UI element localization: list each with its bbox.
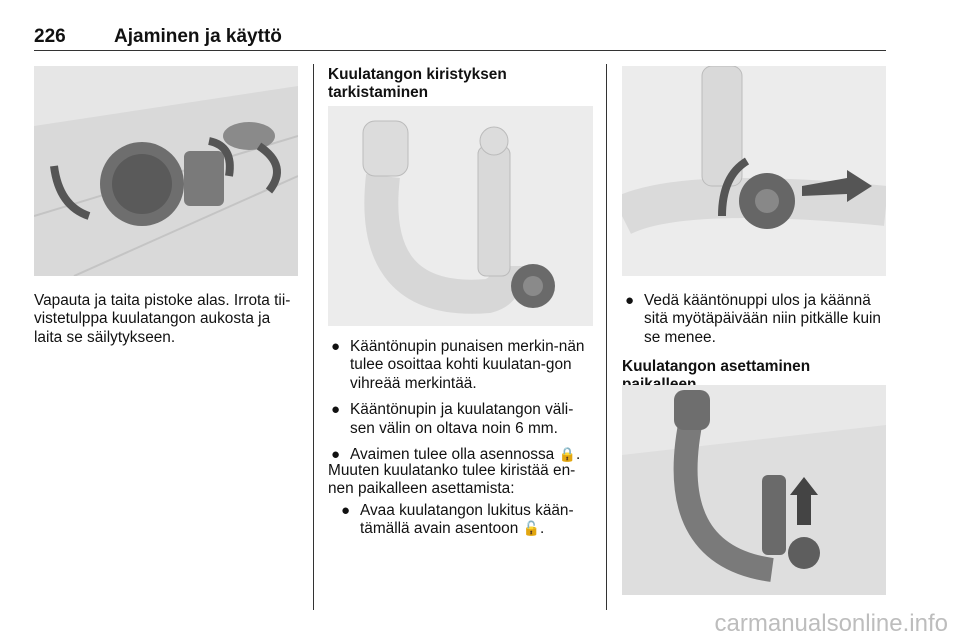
sub-bullet-list-col2 bbox=[338, 502, 596, 547]
header-divider bbox=[34, 50, 886, 51]
column-divider-1 bbox=[313, 64, 314, 610]
bullet-list-col2 bbox=[328, 338, 598, 472]
chapter-title: Ajaminen ja käyttö bbox=[114, 26, 282, 47]
paragraph-col2: Muuten kuulatanko tulee kiristää en-nen paikalleen asettamista: bbox=[328, 462, 576, 498]
page-header bbox=[34, 26, 886, 52]
illustration-towbar-knob bbox=[328, 106, 593, 326]
list-item: ● Kääntönupin punaisen merkin-nän tulee osoittaa kohti kuulatan-gon vihreää merkintää. bbox=[331, 338, 585, 392]
list-item: ● Vedä kääntönuppi ulos ja käännä sitä myötäpäivään niin pitkälle kuin se menee. bbox=[625, 292, 881, 346]
column-divider-2 bbox=[606, 64, 607, 610]
bullet-list-col3 bbox=[622, 292, 886, 355]
illustration-knob-pull bbox=[622, 66, 886, 276]
list-item: ● Avaimen tulee olla asennossa 🔒. bbox=[331, 446, 581, 464]
padlock-closed-icon: 🔒 bbox=[558, 447, 576, 464]
watermark: carmanualsonline.info bbox=[714, 610, 948, 637]
section-heading-insert-towbar: Kuulatangon asettaminen bbox=[622, 358, 811, 375]
list-item: ● Avaa kuulatangon lukitus kään-tämällä avain asentoon 🔓. bbox=[341, 502, 574, 538]
list-item: ● Kääntönupin ja kuulatangon väli-sen välin on oltava noin 6 mm. bbox=[331, 401, 574, 437]
section-heading-tension-check: Kuulatangon kiristyksen tarkistaminen bbox=[328, 66, 507, 102]
padlock-open-icon: 🔓 bbox=[522, 521, 541, 538]
illustration-socket-fold bbox=[34, 66, 298, 276]
page-number: 226 bbox=[34, 26, 66, 47]
caption-col1: Vapauta ja taita pistoke alas. Irrota tii-vistetulppa kuulatangon aukosta ja laita se säilytykseen. bbox=[34, 292, 291, 346]
illustration-towbar-insert bbox=[622, 385, 886, 595]
